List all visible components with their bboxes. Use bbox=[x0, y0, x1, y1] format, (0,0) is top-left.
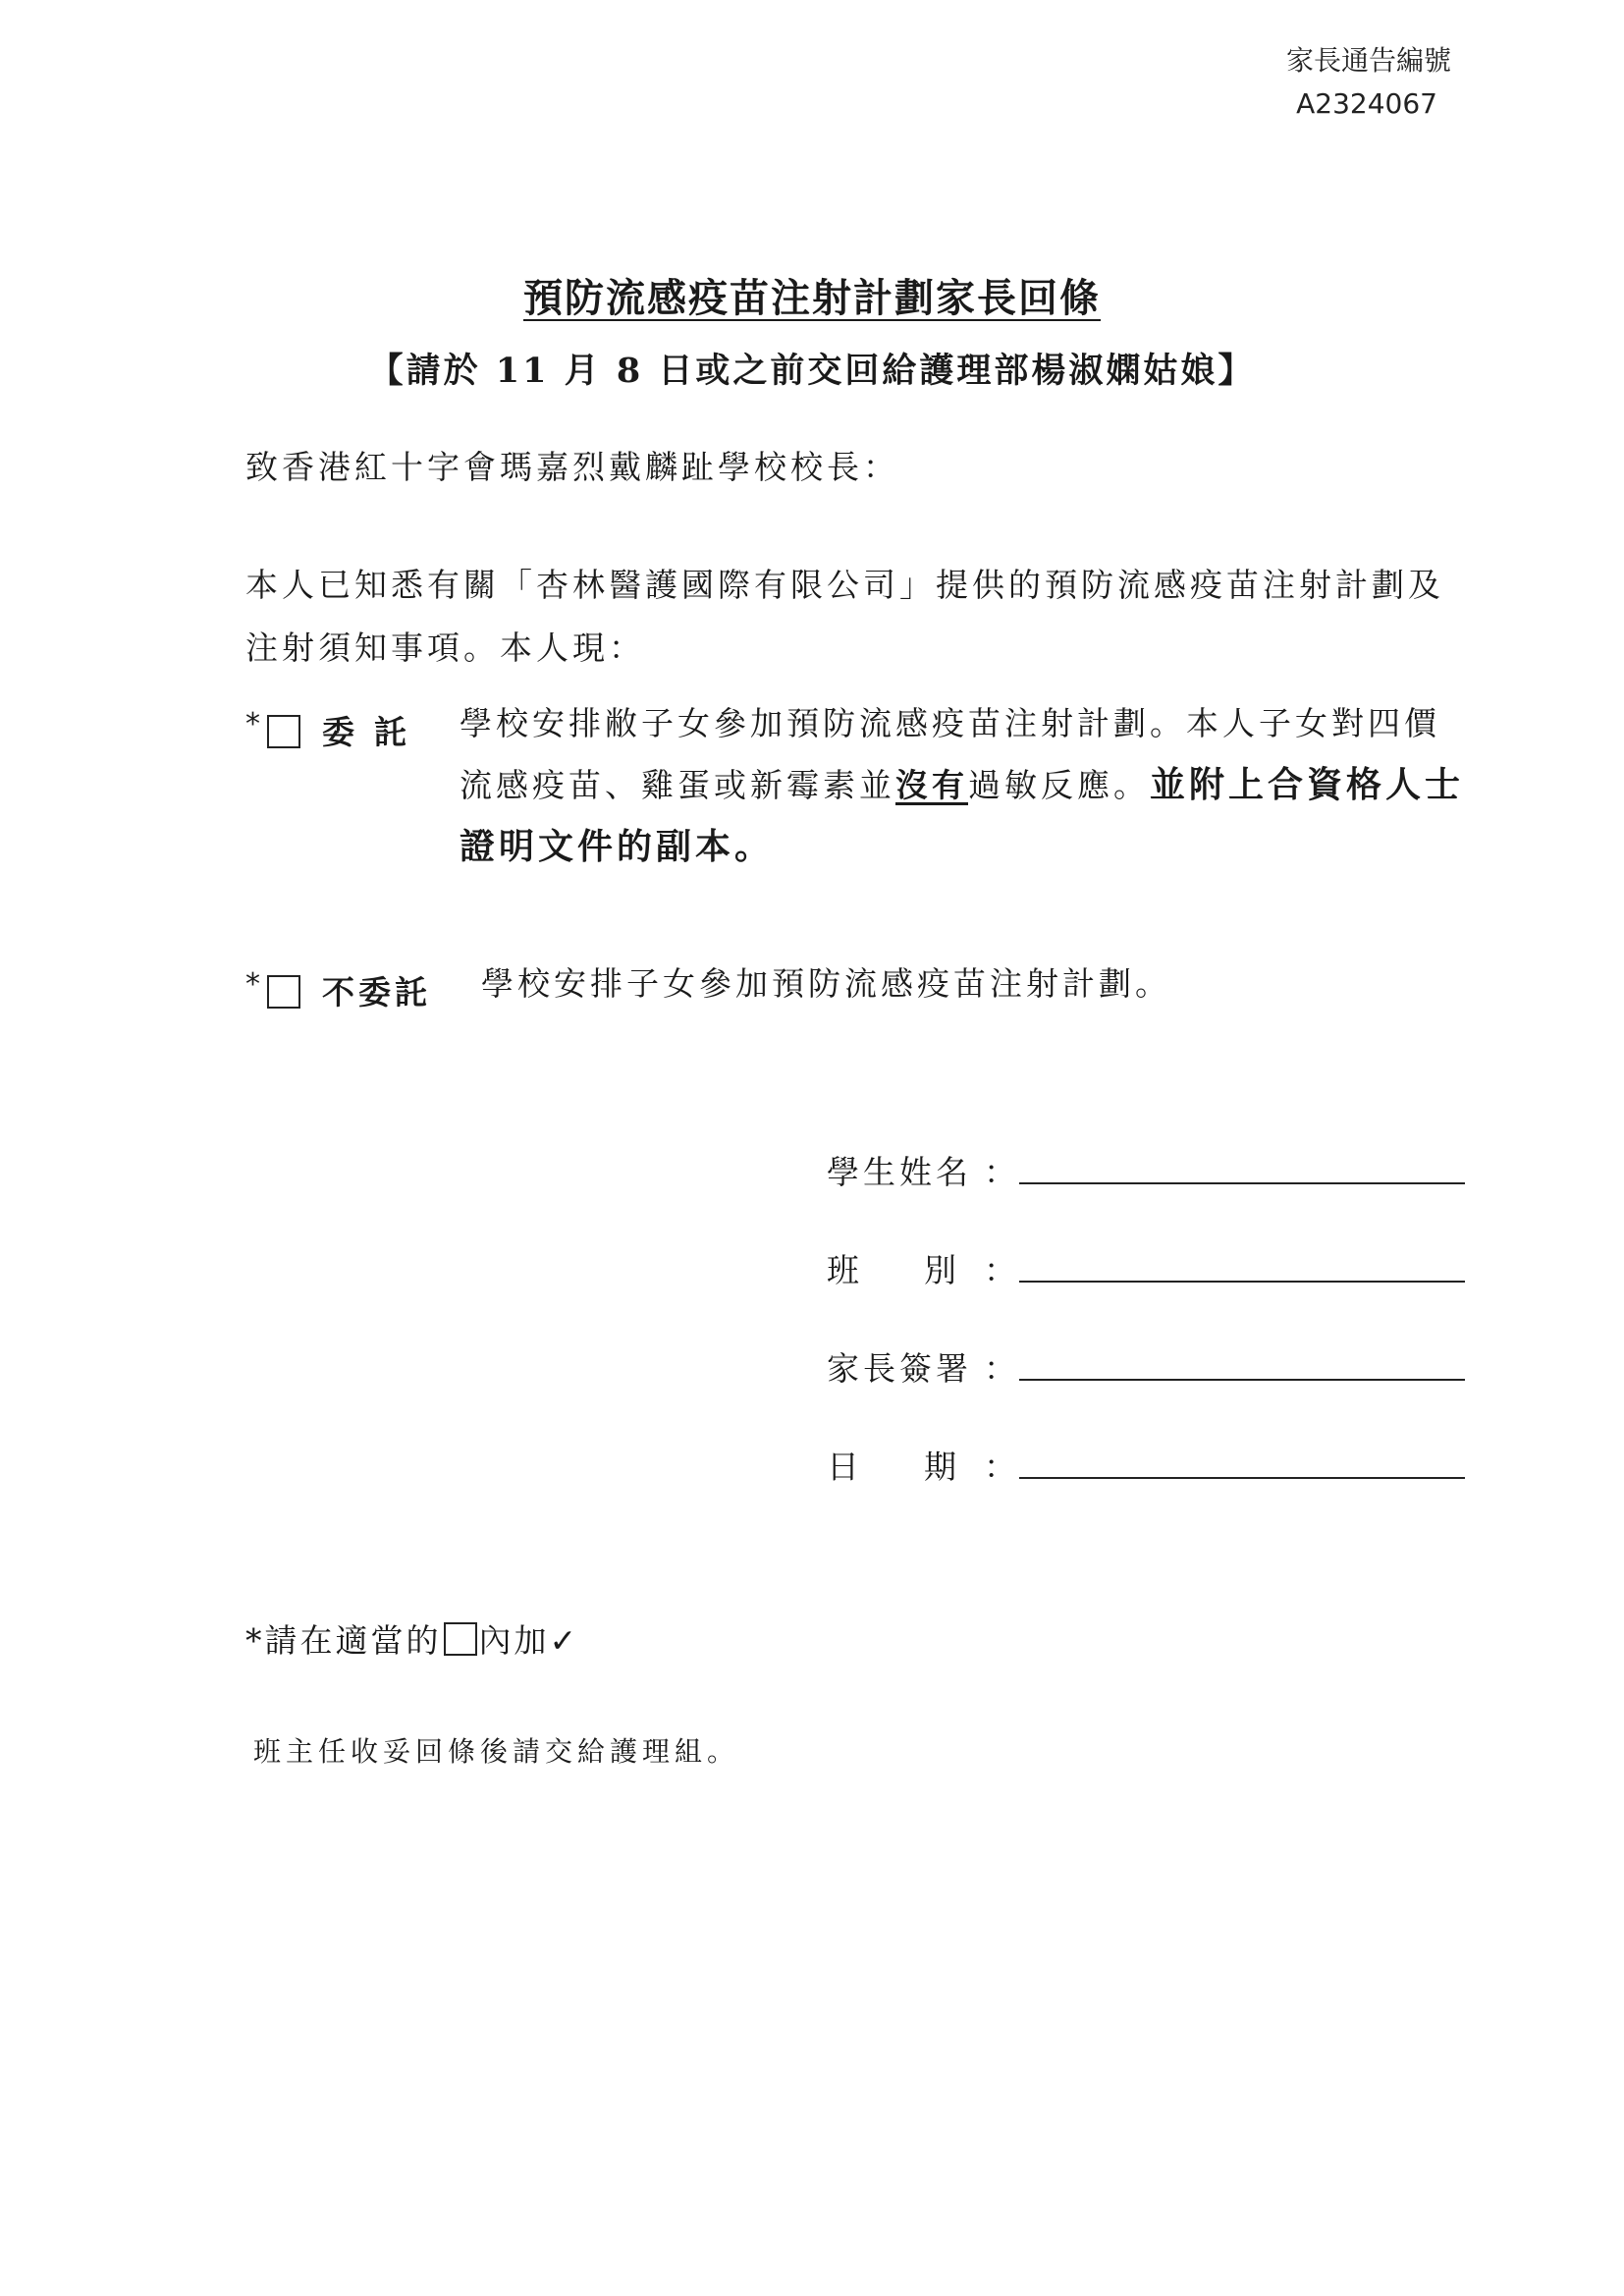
student-name-label: 學生姓名 bbox=[827, 1153, 972, 1191]
note-text-before: *請在適當的 bbox=[245, 1621, 442, 1660]
date-input[interactable] bbox=[1019, 1477, 1465, 1479]
date-field bbox=[827, 1442, 1465, 1491]
notice-number-block bbox=[1196, 39, 1451, 126]
decline-label: 不委託 bbox=[322, 973, 431, 1011]
parent-signature-field bbox=[827, 1343, 1465, 1393]
required-marker: * bbox=[245, 967, 260, 1002]
decline-checkbox[interactable] bbox=[267, 975, 300, 1009]
date-label-char-1: 日 bbox=[827, 1448, 863, 1486]
form-title-text: 預防流感疫苗注射計劃家長回條 bbox=[523, 275, 1101, 321]
parent-signature-input[interactable] bbox=[1019, 1379, 1465, 1381]
consent-text bbox=[460, 693, 1471, 878]
consent-text-before: 學校安排敝子女參加預防流感疫苗注射計劃。本人子女對四價流感疫苗、雞蛋或新霉素並 bbox=[460, 704, 1440, 804]
salutation: 致香港紅十字會瑪嘉烈戴麟趾學校校長： bbox=[245, 448, 899, 486]
class-label-char-2: 別 bbox=[924, 1251, 960, 1289]
instruction-note bbox=[245, 1615, 579, 1662]
student-name-field bbox=[827, 1147, 1465, 1196]
date-label-char-2: 期 bbox=[924, 1448, 960, 1486]
intro-paragraph: 本人已知悉有關「杏林醫護國際有限公司」提供的預防流感疫苗注射計劃及注射須知事項。本人現： bbox=[245, 566, 1444, 667]
date-label bbox=[827, 1442, 960, 1488]
consent-text-emphasis: 沒有 bbox=[895, 766, 968, 804]
class-label-char-1: 班 bbox=[827, 1251, 863, 1289]
class-input[interactable] bbox=[1019, 1281, 1465, 1283]
field-colon: ： bbox=[984, 1448, 1020, 1486]
parent-signature-label: 家長簽署 bbox=[827, 1349, 972, 1388]
note-text-after: 內加 bbox=[478, 1621, 550, 1660]
class-label bbox=[827, 1245, 960, 1291]
field-colon: ： bbox=[984, 1349, 1020, 1388]
field-colon: ： bbox=[984, 1153, 1020, 1191]
consent-label: 委託 bbox=[322, 713, 426, 751]
consent-text-bold: 並附上合資格人士證明文件的副本。 bbox=[460, 764, 1465, 867]
footer-instruction: 班主任收妥回條後請交給護理組。 bbox=[253, 1735, 740, 1768]
consent-text-after: 過敏反應。 bbox=[968, 766, 1150, 804]
notice-number-label: 家長通告編號 bbox=[1285, 44, 1451, 77]
form-title bbox=[0, 267, 1624, 323]
required-marker: * bbox=[245, 707, 260, 741]
consent-checkbox[interactable] bbox=[267, 715, 300, 748]
sample-checkbox-icon bbox=[444, 1622, 477, 1656]
decline-text: 學校安排子女參加預防流感疫苗注射計劃。 bbox=[481, 964, 1171, 1003]
checkmark-icon: ✓ bbox=[549, 1621, 580, 1660]
notice-number-value: A2324067 bbox=[1296, 87, 1437, 120]
deadline-notice: 【請於 11 月 8 日或之前交回給護理部楊淑嫻姑娘】 bbox=[368, 351, 1256, 391]
class-field bbox=[827, 1245, 1465, 1294]
field-colon: ： bbox=[984, 1251, 1020, 1289]
student-name-input[interactable] bbox=[1019, 1182, 1465, 1184]
